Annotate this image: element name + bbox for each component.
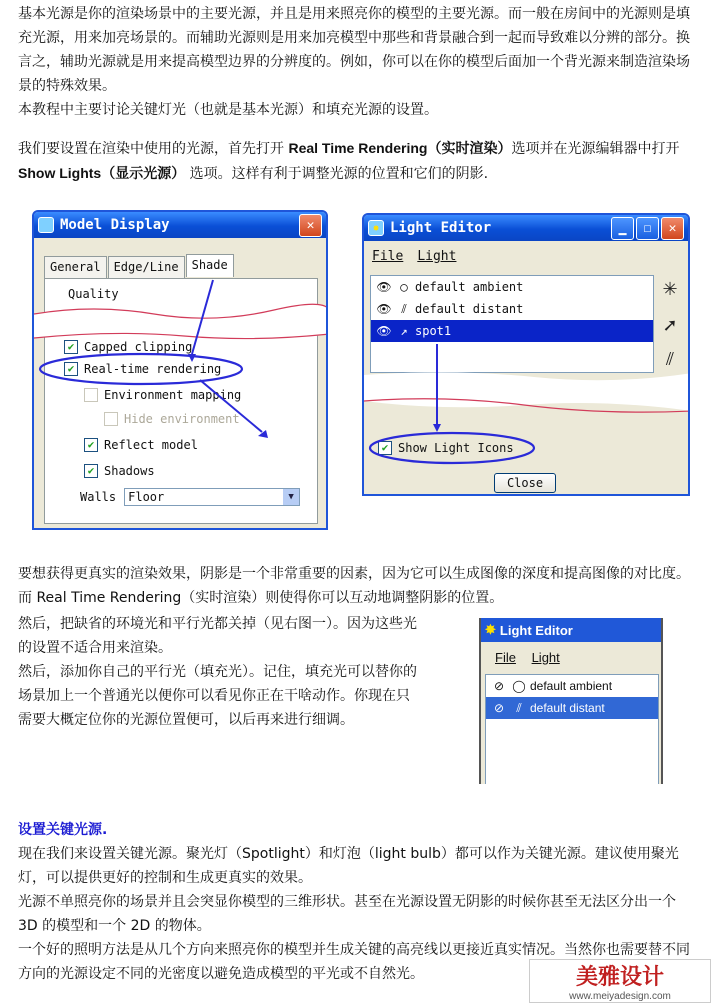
realtime-rendering-checkbox[interactable]: ✔ — [64, 362, 78, 376]
show-light-icons-option[interactable]: ✔ Show Light Icons — [378, 441, 514, 455]
add-point-light-icon[interactable]: ✳ — [662, 279, 678, 300]
light-bulb-icon: ✸ — [485, 622, 496, 637]
list-item[interactable]: 👁 ◯ default ambient — [376, 280, 524, 294]
capped-clipping-option[interactable]: ✔ Capped clipping — [64, 340, 192, 354]
middle-text-full — [18, 562, 694, 610]
realtime-rendering-option[interactable]: ✔ Real-time rendering — [64, 362, 221, 376]
minimize-icon[interactable]: ▁ — [611, 217, 634, 240]
list-item[interactable]: ⊘ ◯ default ambient — [486, 675, 658, 697]
quality-group-label: Quality — [68, 287, 119, 301]
ambient-light-icon: ◯ — [400, 280, 408, 294]
list-item[interactable]: ⊘ ⫽ default distant — [486, 697, 658, 719]
model-display-title: Model Display — [60, 217, 170, 233]
intro-paragraph-2: 本教程中主要讨论关键灯光（也就是基本光源）和填充光源的设置。 — [18, 102, 438, 118]
close-icon[interactable]: ✕ — [661, 217, 684, 240]
capped-clipping-checkbox[interactable]: ✔ — [64, 340, 78, 354]
menu-file[interactable]: File — [495, 650, 516, 665]
eye-icon[interactable]: 👁 — [376, 302, 392, 316]
middle-paragraph-2: 然后，把缺省的环境光和平行光都关掉（见右图一）。因为这些光的设置不适合用来渲染。 — [18, 616, 417, 656]
close-button[interactable]: Close — [494, 473, 556, 493]
shadows-option[interactable]: ✔ Shadows — [84, 464, 155, 478]
light-editor-small-window — [479, 618, 663, 784]
site-watermark — [529, 959, 711, 1003]
walls-label: Walls — [80, 490, 117, 504]
ambient-light-icon: ◯ — [512, 679, 526, 693]
reflect-model-checkbox[interactable]: ✔ — [84, 438, 98, 452]
intro-paragraph-3: 我们要设置在渲染中使用的光源，首先打开 Real Time Rendering（实时渲染）选项并在光源编辑器中打开 Show Lights（显示光源） 选项。这样有利于调整光源的位置和它们的阴影. — [18, 140, 680, 182]
middle-paragraph-1: 要想获得更真实的渲染效果，阴影是一个非常重要的因素，因为它可以生成图像的深度和提高图像的对比度。而 Real Time Rendering（实时渲染）则使得你可以互动地调整阴影的位置。 — [18, 566, 690, 606]
key-light-paragraph-2: 光源不单照亮你的场景并且会突显你模型的三维形状。甚至在光源设置无阴影的时候你甚至无法区分出一个 3D 的模型和一个 2D 的物体。 — [18, 894, 676, 934]
light-editor-small-menubar — [495, 650, 560, 665]
hide-environment-option: Hide environment — [104, 412, 240, 426]
light-editor-small-title: Light Editor — [499, 622, 573, 638]
eye-off-icon[interactable]: ⊘ — [493, 679, 505, 693]
watermark-logo: 美雅设计 — [575, 964, 664, 989]
eye-icon[interactable]: 👁 — [376, 324, 392, 338]
eye-off-icon[interactable]: ⊘ — [493, 701, 505, 715]
tab-shade[interactable]: Shade — [186, 254, 234, 277]
light-list-small — [485, 674, 659, 784]
intro-paragraph-1: 基本光源是你的渲染场景中的主要光源，并且是用来照亮你的模型的主要光源。而一般在房间中的光源则是填充光源，用来加亮场景的。而辅助光源则是用来加亮模型中那些和背景融合到一起而导致难以分辨的部分。换言之，辅助光源就是用来提高模型边界的分辨度的。例如，你可以在你的模型后面加一个背光源来制造渲染场景的特殊效果。 — [18, 6, 690, 94]
menu-file[interactable]: File — [372, 249, 404, 264]
add-spot-light-icon[interactable]: ➚ — [662, 315, 678, 336]
key-light-paragraph-1: 现在我们来设置关键光源。聚光灯（Spotlight）和灯泡（light bulb）都可以作为关键光源。建议使用聚光灯，可以提供更好的控制和生成更真实的效果。 — [18, 846, 679, 886]
distant-light-icon: ⫽ — [401, 301, 407, 316]
key-light-heading: 设置关键光源. — [18, 822, 108, 838]
watermark-url: www.meiyadesign.com — [569, 991, 671, 1002]
reflect-model-option[interactable]: ✔ Reflect model — [84, 438, 198, 452]
distant-light-icon: ⫽ — [516, 700, 522, 715]
menu-light[interactable]: Light — [531, 650, 560, 665]
add-distant-light-icon[interactable]: ⫽ — [665, 349, 675, 370]
spot-light-icon: ↗ — [400, 324, 408, 338]
chevron-down-icon: ▼ — [283, 489, 299, 505]
shadows-checkbox[interactable]: ✔ — [84, 464, 98, 478]
list-item[interactable]: 👁 ↗ spot1 — [371, 320, 653, 342]
menu-light[interactable]: Light — [417, 249, 457, 264]
show-light-icons-checkbox[interactable]: ✔ — [378, 441, 392, 455]
environment-mapping-option[interactable]: Environment mapping — [84, 388, 241, 402]
walls-select[interactable]: Floor ▼ — [124, 488, 300, 506]
maximize-icon[interactable]: ☐ — [636, 217, 659, 240]
light-editor-title: Light Editor — [390, 220, 492, 236]
list-item[interactable]: 👁 ⫽ default distant — [376, 301, 524, 316]
light-editor-small-titlebar — [481, 618, 661, 642]
tab-general[interactable]: General — [44, 256, 107, 279]
close-icon[interactable]: ✕ — [299, 214, 322, 237]
middle-paragraph-3: 然后，添加你自己的平行光（填充光）。记住，填充光可以替你的场景加上一个普通光以便你可以看见你正在干啥动作。你现在只需要大概定位你的光源位置便可，以后再来进行细调。 — [18, 664, 417, 728]
key-light-paragraph-3: 一个好的照明方法是从几个方向来照亮你的模型并生成关键的高亮线以更接近真实情况。当然你也需要替不同方向的光源设定不同的光密度以避免造成模型的平光或不自然光。 — [18, 942, 690, 982]
eye-icon[interactable]: 👁 — [376, 280, 392, 294]
middle-text-left — [18, 612, 422, 732]
tab-edge-line[interactable]: Edge/Line — [108, 256, 185, 279]
light-bulb-icon: ✸ — [368, 220, 384, 236]
